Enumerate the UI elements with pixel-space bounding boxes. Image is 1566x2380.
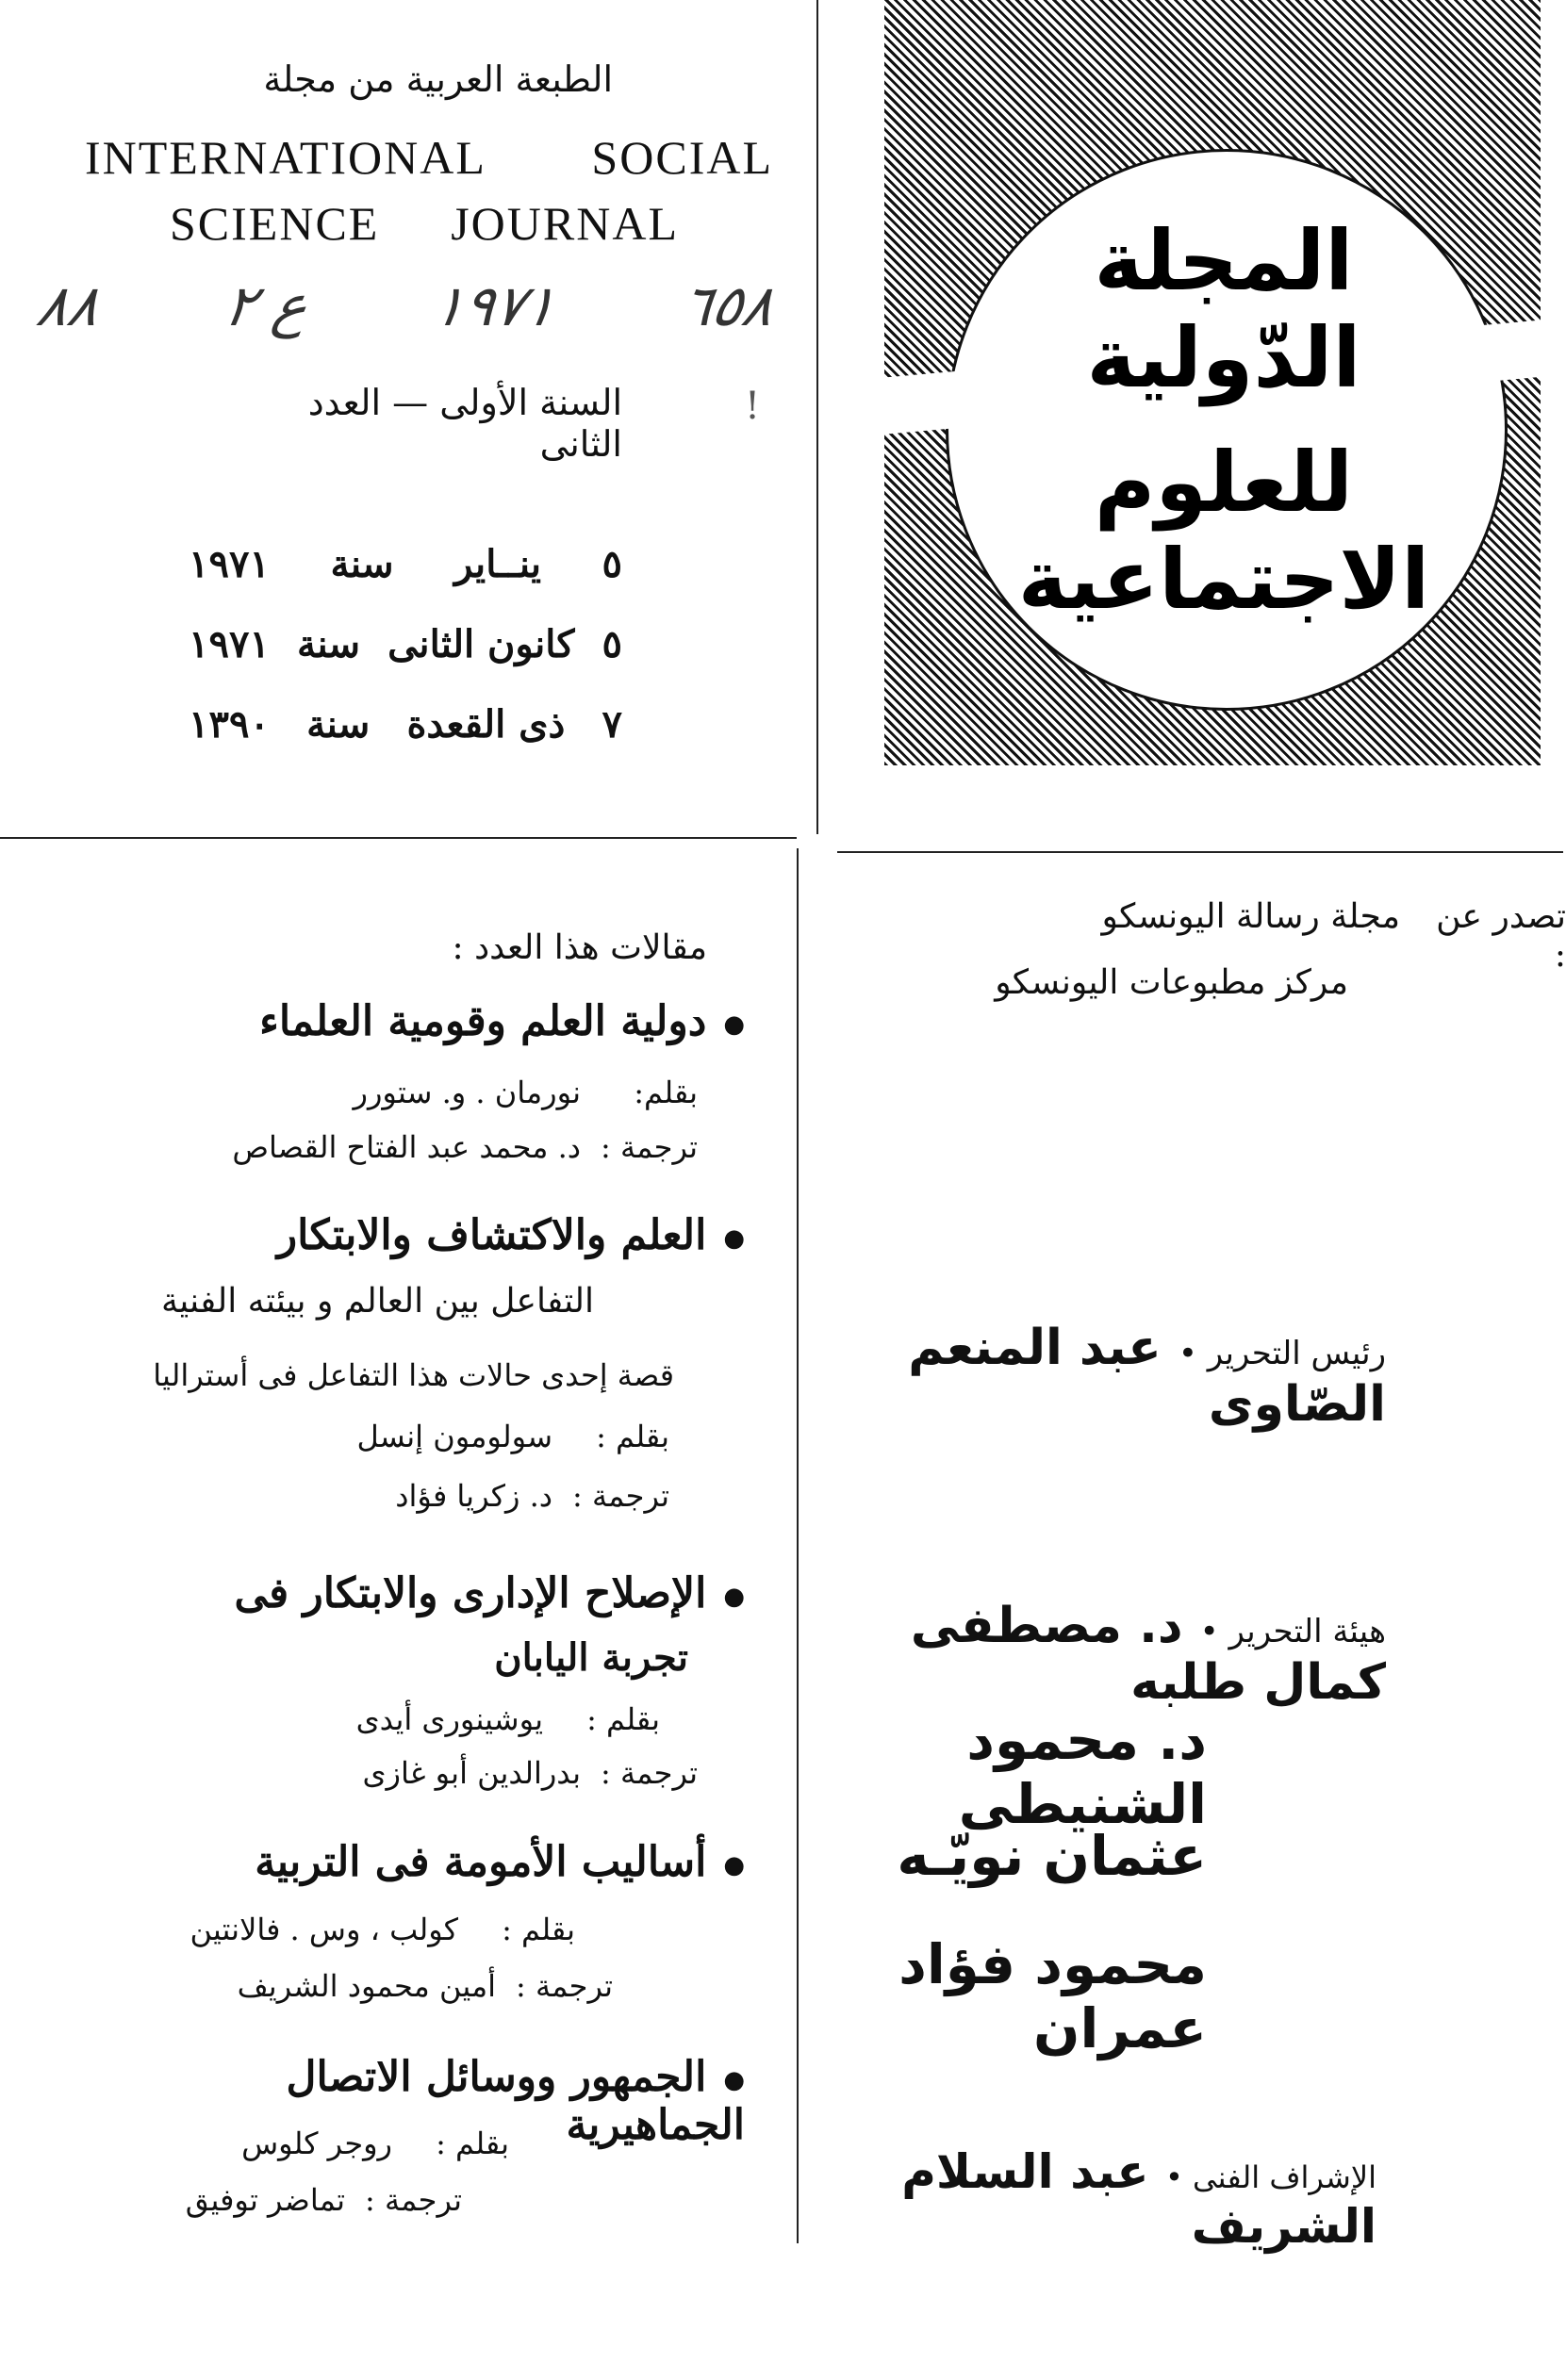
author-name: سولومون إنسل — [356, 1419, 552, 1454]
cover-title-line1: المجلة الدّولية — [1086, 212, 1361, 406]
right-horizontal-divider — [837, 851, 1563, 853]
article-title: ● العلم والاكتشاف والابتكار — [217, 1211, 745, 1259]
author-label: بقلم : — [436, 2126, 509, 2161]
art-label: الإشراف الفنى • — [1164, 2159, 1376, 2195]
issue-mark: ! — [745, 385, 761, 428]
author-label: بقلم : — [586, 1701, 660, 1737]
article-author — [123, 1912, 575, 1947]
article-author — [123, 2126, 509, 2161]
journal-word: SCIENCE — [170, 197, 380, 250]
editor-label: رئيس التحرير • — [1178, 1335, 1386, 1372]
left-horizontal-divider — [0, 837, 797, 839]
journal-word: JOURNAL — [451, 197, 679, 250]
handwritten-mark: ١٩٧١ — [427, 273, 562, 339]
art-director — [820, 2144, 1376, 2254]
journal-title-en-line1 — [85, 130, 773, 185]
issue-line: السنة الأولى — العدد الثانى — [307, 382, 622, 465]
journal-word: SOCIAL — [591, 131, 773, 184]
author-name: يوشينورى أيدى — [355, 1701, 543, 1737]
journal-title-en-line2 — [170, 196, 679, 251]
date-year: ١٩٧١ — [189, 542, 270, 586]
date-month: ذى القعدة — [406, 702, 566, 747]
date-day: ٥ — [602, 622, 622, 666]
date-row — [189, 542, 622, 586]
author-label: بقلم : — [596, 1419, 669, 1454]
board-label: هيئة التحرير • — [1199, 1613, 1386, 1650]
date-word: سنة — [330, 542, 394, 586]
article-translator — [123, 1478, 669, 1514]
author-label: بقلم: — [634, 1075, 698, 1110]
article-translator — [123, 2182, 462, 2218]
articles-heading: مقالات هذا العدد : — [452, 928, 707, 967]
date-row — [189, 702, 622, 747]
article-author — [189, 1075, 698, 1110]
art-name: عبد السلام الشريف — [901, 2144, 1376, 2254]
date-month: كانون الثانى — [387, 622, 575, 666]
article-title: ● الإصلاح الإدارى والابتكار فى — [123, 1569, 745, 1617]
editorial-board — [811, 1598, 1386, 1711]
board-member: د. محمود الشنيطى — [958, 1708, 1207, 1836]
article-title: ● أساليب الأمومة فى التربية — [236, 1838, 745, 1886]
publisher-label: تصدر عن : — [1436, 897, 1566, 975]
date-year: ١٣٩٠ — [189, 702, 270, 747]
top-vertical-divider — [816, 0, 818, 834]
date-row — [189, 622, 622, 666]
author-name: روجر كلوس — [241, 2126, 392, 2161]
board-member: د. مصطفى كمال طلبه — [910, 1598, 1386, 1711]
date-day: ٧ — [602, 702, 622, 747]
author-name: كولب ، وس . فالانتين — [190, 1912, 458, 1947]
date-year: ١٩٧١ — [189, 622, 270, 666]
publisher-source: مركز مطبوعات اليونسكو — [995, 963, 1348, 1002]
cover-title-line2: للعلوم الاجتماعية — [1017, 434, 1430, 628]
board-member: محمود فؤاد عمران — [898, 1932, 1207, 2060]
handwritten-mark: ٦٥٨ — [676, 273, 780, 339]
handwritten-reference — [32, 273, 779, 339]
bottom-vertical-divider — [797, 848, 799, 2243]
article-author — [123, 1701, 660, 1737]
article-translator — [179, 1968, 613, 2004]
article-translator — [123, 1755, 698, 1791]
date-day: ٥ — [602, 542, 622, 586]
translator-name: د. زكريا فؤاد — [395, 1478, 552, 1514]
handwritten-mark: ٨٨ — [31, 273, 105, 339]
article-title: ● الجمهور ووسائل الاتصال الجماهيرية — [104, 2053, 745, 2149]
journal-word: INTERNATIONAL — [85, 131, 486, 184]
article-subtitle: قصة إحدى حالات هذا التفاعل فى أستراليا — [153, 1357, 674, 1393]
translator-label: ترجمة : — [572, 1478, 669, 1514]
article-title: ● دولية العلم وقومية العلماء — [236, 997, 745, 1045]
article-translator — [123, 1129, 698, 1165]
translator-label: ترجمة : — [365, 2182, 462, 2218]
translator-name: أمين محمود الشريف — [237, 1968, 496, 2004]
date-word: سنة — [306, 702, 371, 747]
arabic-edition-note: الطبعة العربية من مجلة — [263, 58, 613, 100]
article-author — [198, 1419, 669, 1454]
editor-name: عبد المنعم الصّاوى — [908, 1320, 1386, 1433]
translator-name: بدرالدين أبو غازى — [362, 1755, 581, 1791]
editor-in-chief — [820, 1320, 1386, 1433]
article-subtitle: التفاعل بين العالم و بيئته الفنية — [161, 1282, 594, 1321]
article-title-continued: تجربة اليابان — [494, 1635, 688, 1680]
board-member: عثمان نويّـه — [897, 1824, 1207, 1888]
translator-name: تماضر توفيق — [185, 2182, 345, 2218]
publisher-source: مجلة رسالة اليونسكو — [1101, 897, 1400, 936]
translator-label: ترجمة : — [601, 1129, 698, 1165]
translator-label: ترجمة : — [601, 1755, 698, 1791]
date-word: سنة — [297, 622, 361, 666]
date-month: ينــاير — [453, 542, 542, 586]
translator-name: د. محمد عبد الفتاح القصاص — [232, 1129, 581, 1165]
cover-graphic — [884, 0, 1541, 765]
author-name: نورمان . و. ستورر — [353, 1075, 581, 1110]
author-label: بقلم : — [502, 1912, 575, 1947]
handwritten-mark: ع ٢ — [219, 273, 314, 339]
translator-label: ترجمة : — [516, 1968, 613, 2004]
